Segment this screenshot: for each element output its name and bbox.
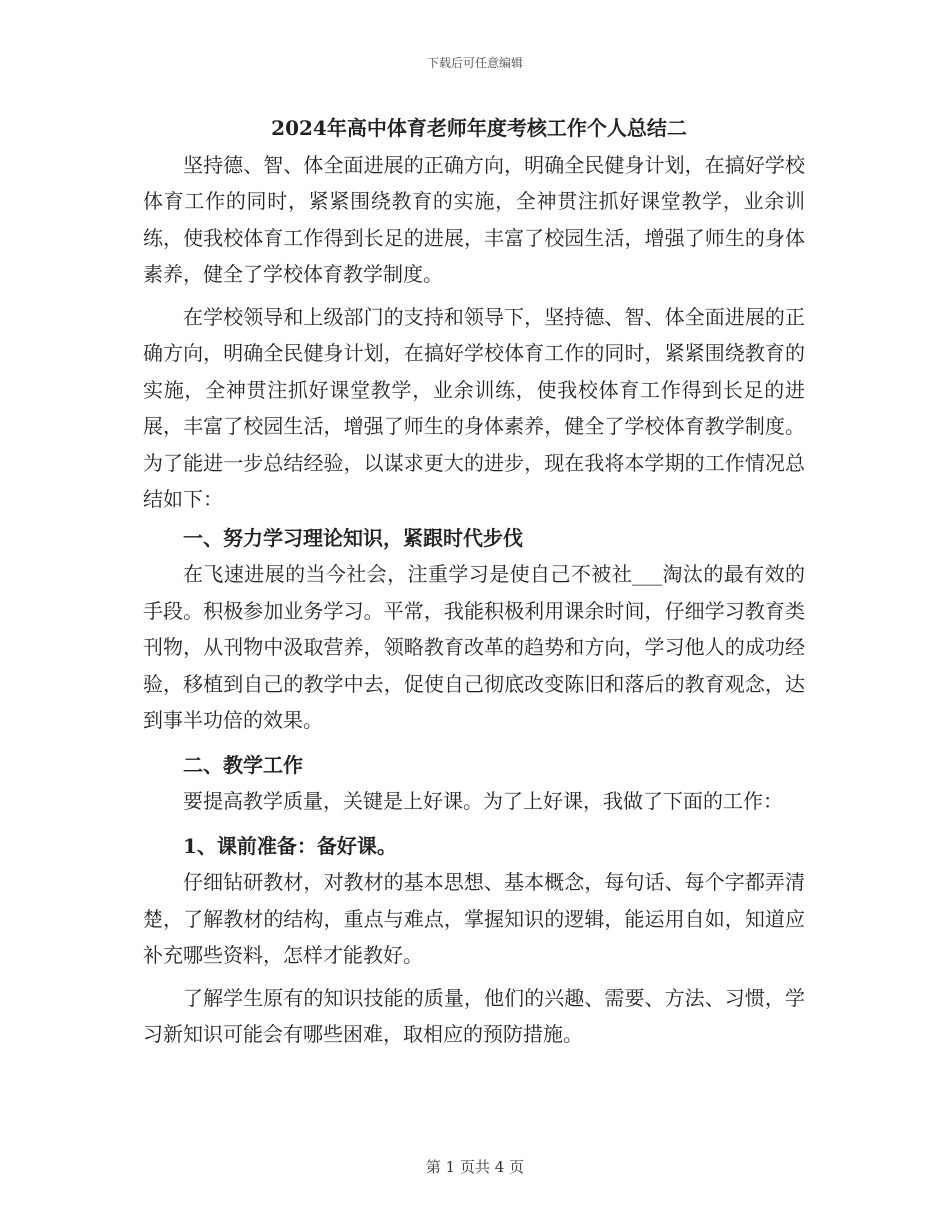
subsection-heading-1: 1、课前准备：备好课。 <box>183 833 397 858</box>
page-number: 第 1 页共 4 页 <box>425 1158 525 1176</box>
paragraph-subsection-1: 仔细钻研教材，对教材的基本思想、基本概念，每句话、每个字都弄清楚，了解教材的结构，重点与难点，掌握知识的逻辑，能运用自如，知道应补充哪些资料，怎样才能教好。 <box>143 870 805 967</box>
document-title: 2024年高中体育老师年度考核工作个人总结二 <box>271 116 687 140</box>
document-body <box>143 110 805 1053</box>
header-note: 下载后可任意编辑 <box>426 56 523 70</box>
section-heading-2: 二、教学工作 <box>183 752 303 777</box>
paragraph-section-2: 要提高教学质量，关键是上好课。为了上好课，我做了下面的工作： <box>183 789 783 813</box>
paragraph-intro-2: 在学校领导和上级部门的支持和领导下，坚持德、智、体全面进展的正确方向，明确全民健身计划，在搞好学校体育工作的同时，紧紧围绕教育的实施，全神贯注抓好课堂教学，业余训练，使我校体育工作得到长足的进展，丰富了校园生活，增强了师生的身体素养，健全了学校体育教学制度。为了能进一步总结经验，以谋求更大的进步，现在我将本学期的工作情况总结如下： <box>143 304 805 511</box>
section-heading-1: 一、努力学习理论知识，紧跟时代步伐 <box>183 525 523 550</box>
paragraph-subsection-2: 了解学生原有的知识技能的质量，他们的兴趣、需要、方法、习惯，学习新知识可能会有哪些困难，取相应的预防措施。 <box>143 985 805 1046</box>
paragraph-section-1: 在飞速进展的当今社会，注重学习是使自己不被社___淘汰的最有效的手段。积极参加业务学习。平常，我能积极利用课余时间，仔细学习教育类刊物，从刊物中汲取营养，领略教育改革的趋势和方向，学习他人的成功经验，移植到自己的教学中去，促使自己彻底改变陈旧和落后的教育观念，达到事半功倍的效果。 <box>143 562 805 732</box>
paragraph-intro-1: 坚持德、智、体全面进展的正确方向，明确全民健身计划，在搞好学校体育工作的同时，紧紧围绕教育的实施，全神贯注抓好课堂教学，业余训练，使我校体育工作得到长足的进展，丰富了校园生活，增强了师生的身体素养，健全了学校体育教学制度。 <box>143 152 805 286</box>
